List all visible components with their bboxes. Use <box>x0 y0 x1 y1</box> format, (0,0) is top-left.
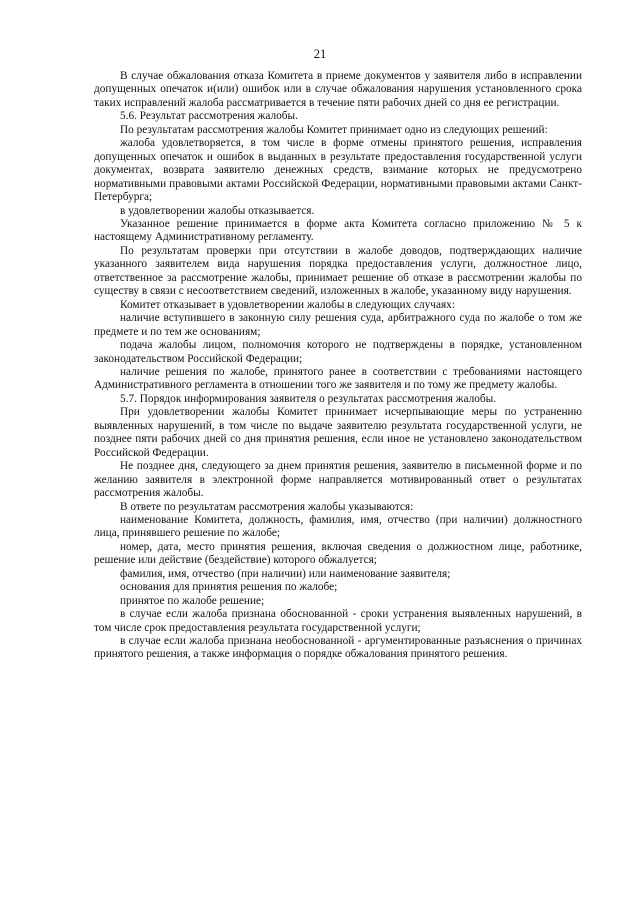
list-item: принятое по жалобе решение; <box>120 594 265 607</box>
paragraph: Комитет отказывает в удовлетворении жалобы в следующих случаях: <box>120 298 455 311</box>
list-item: наименование Комитета, должность, фамилия, имя, отчество (при наличии) должностного лица, принявшего решение по жалобе; <box>94 513 582 540</box>
list-item: в случае если жалоба признана необоснованной - аргументированные разъяснения о причинах принятого решения, а также информация о порядке обжалования принятого решения. <box>94 635 582 661</box>
list-item: основания для принятия решения по жалобе; <box>120 581 338 594</box>
list-item: в удовлетворении жалобы отказывается. <box>120 204 315 217</box>
list-item: номер, дата, место принятия решения, включая сведения о должностном лице, работнике, решение или действие (бездействие) которого обжалуется; <box>94 540 582 567</box>
list-item: наличие решения по жалобе, принятого ранее в соответствии с требованиями настоящего Административного регламента в отношении того же заявителя и по тому же предмету жалобы. <box>94 365 582 392</box>
paragraph: В ответе по результатам рассмотрения жалобы указываются: <box>120 500 414 513</box>
list-item: наличие вступившего в законную силу решения суда, арбитражного суда по жалобе о том же предмете и по тем же основаниям; <box>94 312 582 338</box>
list-item: в случае если жалоба признана обоснованной - сроки устранения выявленных нарушений, в том числе срок предоставления результата государственной услуги; <box>94 608 582 634</box>
list-item: фамилия, имя, отчество (при наличии) или наименование заявителя; <box>120 567 451 580</box>
section-heading-5-6: 5.6. Результат рассмотрения жалобы. <box>120 110 298 123</box>
paragraph: Не позднее дня, следующего за днем принятия решения, заявителю в письменной форме и по желанию заявителя в электронной форме направляется мотивированный ответ о результатах рассмотрения жалобы. <box>94 460 582 500</box>
list-item: жалоба удовлетворяется, в том числе в форме отмены принятого решения, исправления допущенных опечаток и ошибок в выданных в результате предоставления государственной услуги документах, возврата заявителю денежных средств, взимание которых не предусмотрено нормативными правовыми актами Российской Федерации, нормативными правовыми актами Санкт-Петербурга; <box>94 137 582 204</box>
list-item: подача жалобы лицом, полномочия которого не подтверждены в порядке, установленном законодательством Российской Федерации; <box>94 339 582 365</box>
paragraph: Указанное решение принимается в форме акта Комитета согласно приложению № 5 к настоящему Административному регламенту. <box>94 217 582 244</box>
paragraph: При удовлетворении жалобы Комитет принимает исчерпывающие меры по устранению выявленных нарушений, в том числе по выдаче заявителю результата государственной услуги, не позднее пяти рабочих дней со дня принятия решения, если иное не установлено законодательством Российской Федерации. <box>94 406 582 459</box>
page-number: 21 <box>313 47 327 61</box>
document-body <box>94 70 582 662</box>
paragraph: По результатам рассмотрения жалобы Комитет принимает одно из следующих решений: <box>120 123 548 136</box>
paragraph: В случае обжалования отказа Комитета в приеме документов у заявителя либо в исправлении допущенных опечаток и(или) ошибок или в случае обжалования нарушения установленного срока таких исправлений жалоба рассматривается в течение пяти рабочих дней со дня ее регистрации. <box>94 70 582 109</box>
paragraph: По результатам проверки при отсутствии в жалобе доводов, подтверждающих наличие указанного заявителем вида нарушения порядка предоставления услуги, должностное лицо, ответственное за рассмотрение жалобы, принимает решение об отказе в рассмотрении жалобы по существу в связи с несоответствием сведений, изложенных в жалобе, указанному виду нарушения. <box>94 244 582 298</box>
section-heading-5-7: 5.7. Порядок информирования заявителя о результатах рассмотрения жалобы. <box>120 392 497 405</box>
